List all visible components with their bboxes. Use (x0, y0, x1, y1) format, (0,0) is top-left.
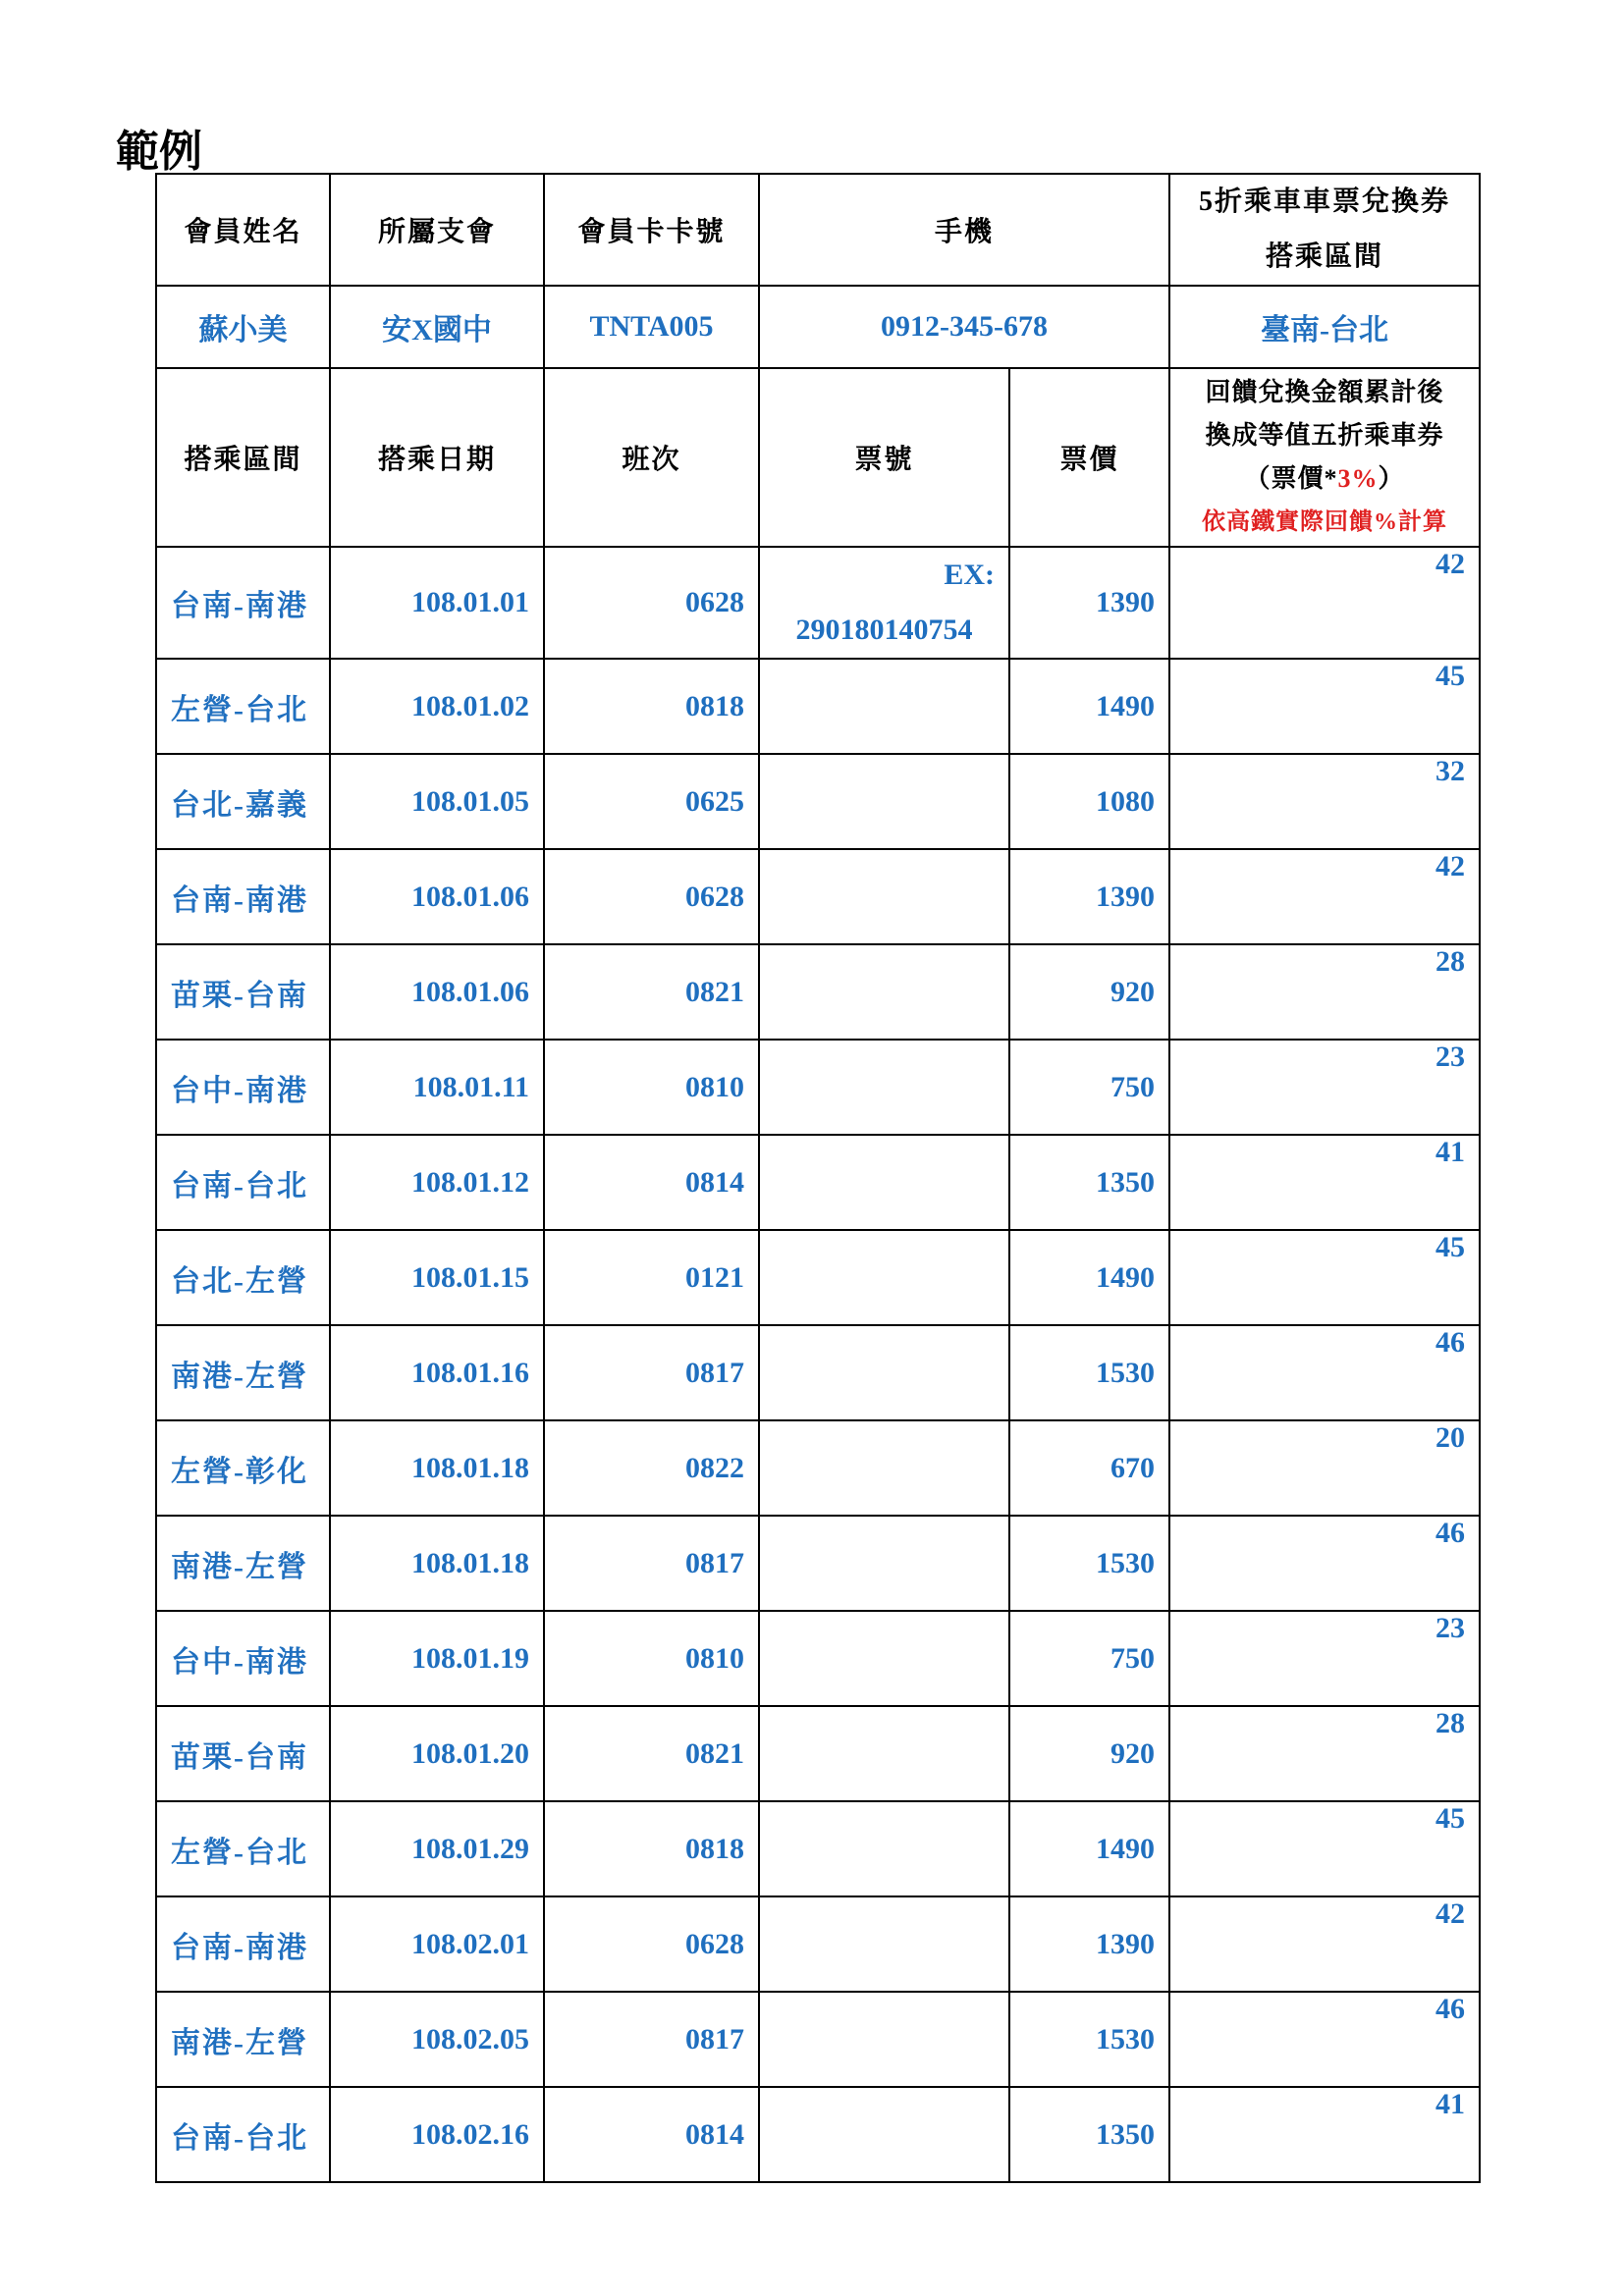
fare-cell: 1530 (1009, 1992, 1169, 2087)
header-rebate-line2: 換成等值五折乘車券 (1205, 421, 1444, 450)
date-cell: 108.01.12 (330, 1135, 544, 1230)
route-cell: 台南-台北 (156, 2087, 330, 2182)
ticket-cell (759, 1420, 1009, 1516)
rebate-cell: 20 (1169, 1420, 1480, 1516)
table-row (156, 547, 1480, 659)
train-cell: 0628 (544, 547, 759, 659)
ticket-cell (759, 944, 1009, 1040)
rebate-cell: 23 (1169, 1040, 1480, 1135)
table-row (156, 1516, 1480, 1611)
train-cell: 0810 (544, 1611, 759, 1706)
train-cell: 0817 (544, 1325, 759, 1420)
fare-cell: 1530 (1009, 1516, 1169, 1611)
page-title: 範例 (116, 127, 202, 177)
date-cell: 108.01.01 (330, 547, 544, 659)
ticket-cell (759, 1706, 1009, 1801)
member-voucher-route: 臺南-台北 (1169, 286, 1480, 368)
rebate-cell: 23 (1169, 1611, 1480, 1706)
train-cell: 0814 (544, 2087, 759, 2182)
table-row (156, 944, 1480, 1040)
ticket-cell (759, 2087, 1009, 2182)
route-cell: 苗栗-台南 (156, 944, 330, 1040)
ticket-cell (759, 1230, 1009, 1325)
fare-cell: 1530 (1009, 1325, 1169, 1420)
route-cell: 台南-南港 (156, 547, 330, 659)
ticket-cell (759, 1135, 1009, 1230)
member-name: 蘇小美 (156, 286, 330, 368)
table-row (156, 1801, 1480, 1896)
date-cell: 108.01.15 (330, 1230, 544, 1325)
train-cell: 0625 (544, 754, 759, 849)
date-cell: 108.01.18 (330, 1420, 544, 1516)
train-cell: 0818 (544, 1801, 759, 1896)
rebate-cell: 46 (1169, 1992, 1480, 2087)
table-row (156, 754, 1480, 849)
table-row (156, 2087, 1480, 2182)
table-row (156, 1325, 1480, 1420)
rebate-percent: 3% (1337, 464, 1379, 493)
table-row (156, 1135, 1480, 1230)
ticket-cell (759, 1611, 1009, 1706)
date-cell: 108.01.29 (330, 1801, 544, 1896)
train-cell: 0818 (544, 659, 759, 754)
train-cell: 0628 (544, 849, 759, 944)
route-cell: 左營-台北 (156, 1801, 330, 1896)
header-rebate-line3 (1184, 457, 1465, 501)
header-phone: 手機 (759, 174, 1169, 286)
rebate-formula-prefix: （票價* (1244, 464, 1338, 493)
date-cell: 108.01.02 (330, 659, 544, 754)
member-header-row (156, 174, 1480, 286)
train-cell: 0817 (544, 1992, 759, 2087)
ticket-cell (759, 1040, 1009, 1135)
fare-cell: 1390 (1009, 1896, 1169, 1992)
route-cell: 台南-南港 (156, 849, 330, 944)
header-rebate (1169, 368, 1480, 547)
ticket-cell (759, 1516, 1009, 1611)
train-cell: 0821 (544, 944, 759, 1040)
train-cell: 0822 (544, 1420, 759, 1516)
rebate-cell: 28 (1169, 1706, 1480, 1801)
member-branch: 安X國中 (330, 286, 544, 368)
ticket-cell (759, 659, 1009, 754)
rebate-cell: 45 (1169, 1230, 1480, 1325)
ticket-cell (759, 1325, 1009, 1420)
header-branch: 所屬支會 (330, 174, 544, 286)
header-fare: 票價 (1009, 368, 1169, 547)
date-cell: 108.01.18 (330, 1516, 544, 1611)
table-row (156, 1230, 1480, 1325)
ticket-cell (759, 1896, 1009, 1992)
date-cell: 108.01.05 (330, 754, 544, 849)
date-cell: 108.02.05 (330, 1992, 544, 2087)
route-cell: 南港-左營 (156, 1516, 330, 1611)
trip-header-row (156, 368, 1480, 547)
rebate-cell: 42 (1169, 1896, 1480, 1992)
rebate-cell: 46 (1169, 1325, 1480, 1420)
table-row (156, 1706, 1480, 1801)
route-cell: 南港-左營 (156, 1992, 330, 2087)
table-row (156, 1992, 1480, 2087)
ticket-number: 290180140754 (795, 614, 973, 646)
header-ticket-number: 票號 (759, 368, 1009, 547)
table-row (156, 659, 1480, 754)
header-card-number: 會員卡卡號 (544, 174, 759, 286)
rebate-cell: 45 (1169, 659, 1480, 754)
table-row (156, 1611, 1480, 1706)
train-cell: 0821 (544, 1706, 759, 1801)
date-cell: 108.01.20 (330, 1706, 544, 1801)
route-cell: 台中-南港 (156, 1611, 330, 1706)
rebate-formula-suffix: ） (1378, 464, 1405, 493)
train-cell: 0628 (544, 1896, 759, 1992)
ticket-cell (759, 754, 1009, 849)
fare-cell: 750 (1009, 1611, 1169, 1706)
rebate-cell: 28 (1169, 944, 1480, 1040)
route-cell: 左營-台北 (156, 659, 330, 754)
fare-cell: 1390 (1009, 547, 1169, 659)
fare-cell: 920 (1009, 944, 1169, 1040)
fare-cell: 1350 (1009, 1135, 1169, 1230)
fare-cell: 670 (1009, 1420, 1169, 1516)
rebate-cell: 41 (1169, 2087, 1480, 2182)
ticket-cell (759, 547, 1009, 659)
fare-cell: 1080 (1009, 754, 1169, 849)
route-cell: 左營-彰化 (156, 1420, 330, 1516)
route-cell: 台中-南港 (156, 1040, 330, 1135)
fare-cell: 1490 (1009, 1230, 1169, 1325)
train-cell: 0814 (544, 1135, 759, 1230)
header-date: 搭乘日期 (330, 368, 544, 547)
date-cell: 108.01.19 (330, 1611, 544, 1706)
route-cell: 台南-台北 (156, 1135, 330, 1230)
member-phone: 0912-345-678 (759, 286, 1169, 368)
route-cell: 台南-南港 (156, 1896, 330, 1992)
date-cell: 108.01.16 (330, 1325, 544, 1420)
date-cell: 108.01.06 (330, 944, 544, 1040)
fare-cell: 1350 (1009, 2087, 1169, 2182)
ticket-cell (759, 1801, 1009, 1896)
header-voucher-route (1169, 174, 1480, 286)
header-rebate-line1: 回饋兌換金額累計後 (1205, 378, 1444, 406)
rebate-cell: 41 (1169, 1135, 1480, 1230)
header-member-name: 會員姓名 (156, 174, 330, 286)
table-row (156, 1040, 1480, 1135)
rebate-cell: 32 (1169, 754, 1480, 849)
table-row (156, 1420, 1480, 1516)
rebate-note: 依高鐵實際回饋%計算 (1202, 509, 1448, 535)
ticket-label: EX: (944, 559, 995, 591)
date-cell: 108.02.01 (330, 1896, 544, 1992)
rebate-cell: 42 (1169, 849, 1480, 944)
train-cell: 0810 (544, 1040, 759, 1135)
ticket-cell (759, 849, 1009, 944)
route-cell: 台北-嘉義 (156, 754, 330, 849)
member-row (156, 286, 1480, 368)
date-cell: 108.01.06 (330, 849, 544, 944)
route-cell: 南港-左營 (156, 1325, 330, 1420)
rebate-cell: 46 (1169, 1516, 1480, 1611)
fare-cell: 1490 (1009, 1801, 1169, 1896)
fare-cell: 1390 (1009, 849, 1169, 944)
fare-cell: 750 (1009, 1040, 1169, 1135)
date-cell: 108.01.11 (330, 1040, 544, 1135)
rebate-cell: 45 (1169, 1801, 1480, 1896)
ticket-record-table (155, 173, 1481, 2183)
route-cell: 苗栗-台南 (156, 1706, 330, 1801)
train-cell: 0121 (544, 1230, 759, 1325)
train-cell: 0817 (544, 1516, 759, 1611)
date-cell: 108.02.16 (330, 2087, 544, 2182)
table-row (156, 849, 1480, 944)
fare-cell: 920 (1009, 1706, 1169, 1801)
fare-cell: 1490 (1009, 659, 1169, 754)
header-voucher-line1: 5折乘車車票兌換券 (1199, 187, 1451, 217)
header-train: 班次 (544, 368, 759, 547)
rebate-cell: 42 (1169, 547, 1480, 659)
route-cell: 台北-左營 (156, 1230, 330, 1325)
ticket-cell (759, 1992, 1009, 2087)
table-row (156, 1896, 1480, 1992)
member-card: TNTA005 (544, 286, 759, 368)
header-voucher-line2: 搭乘區間 (1266, 241, 1384, 272)
header-route: 搭乘區間 (156, 368, 330, 547)
